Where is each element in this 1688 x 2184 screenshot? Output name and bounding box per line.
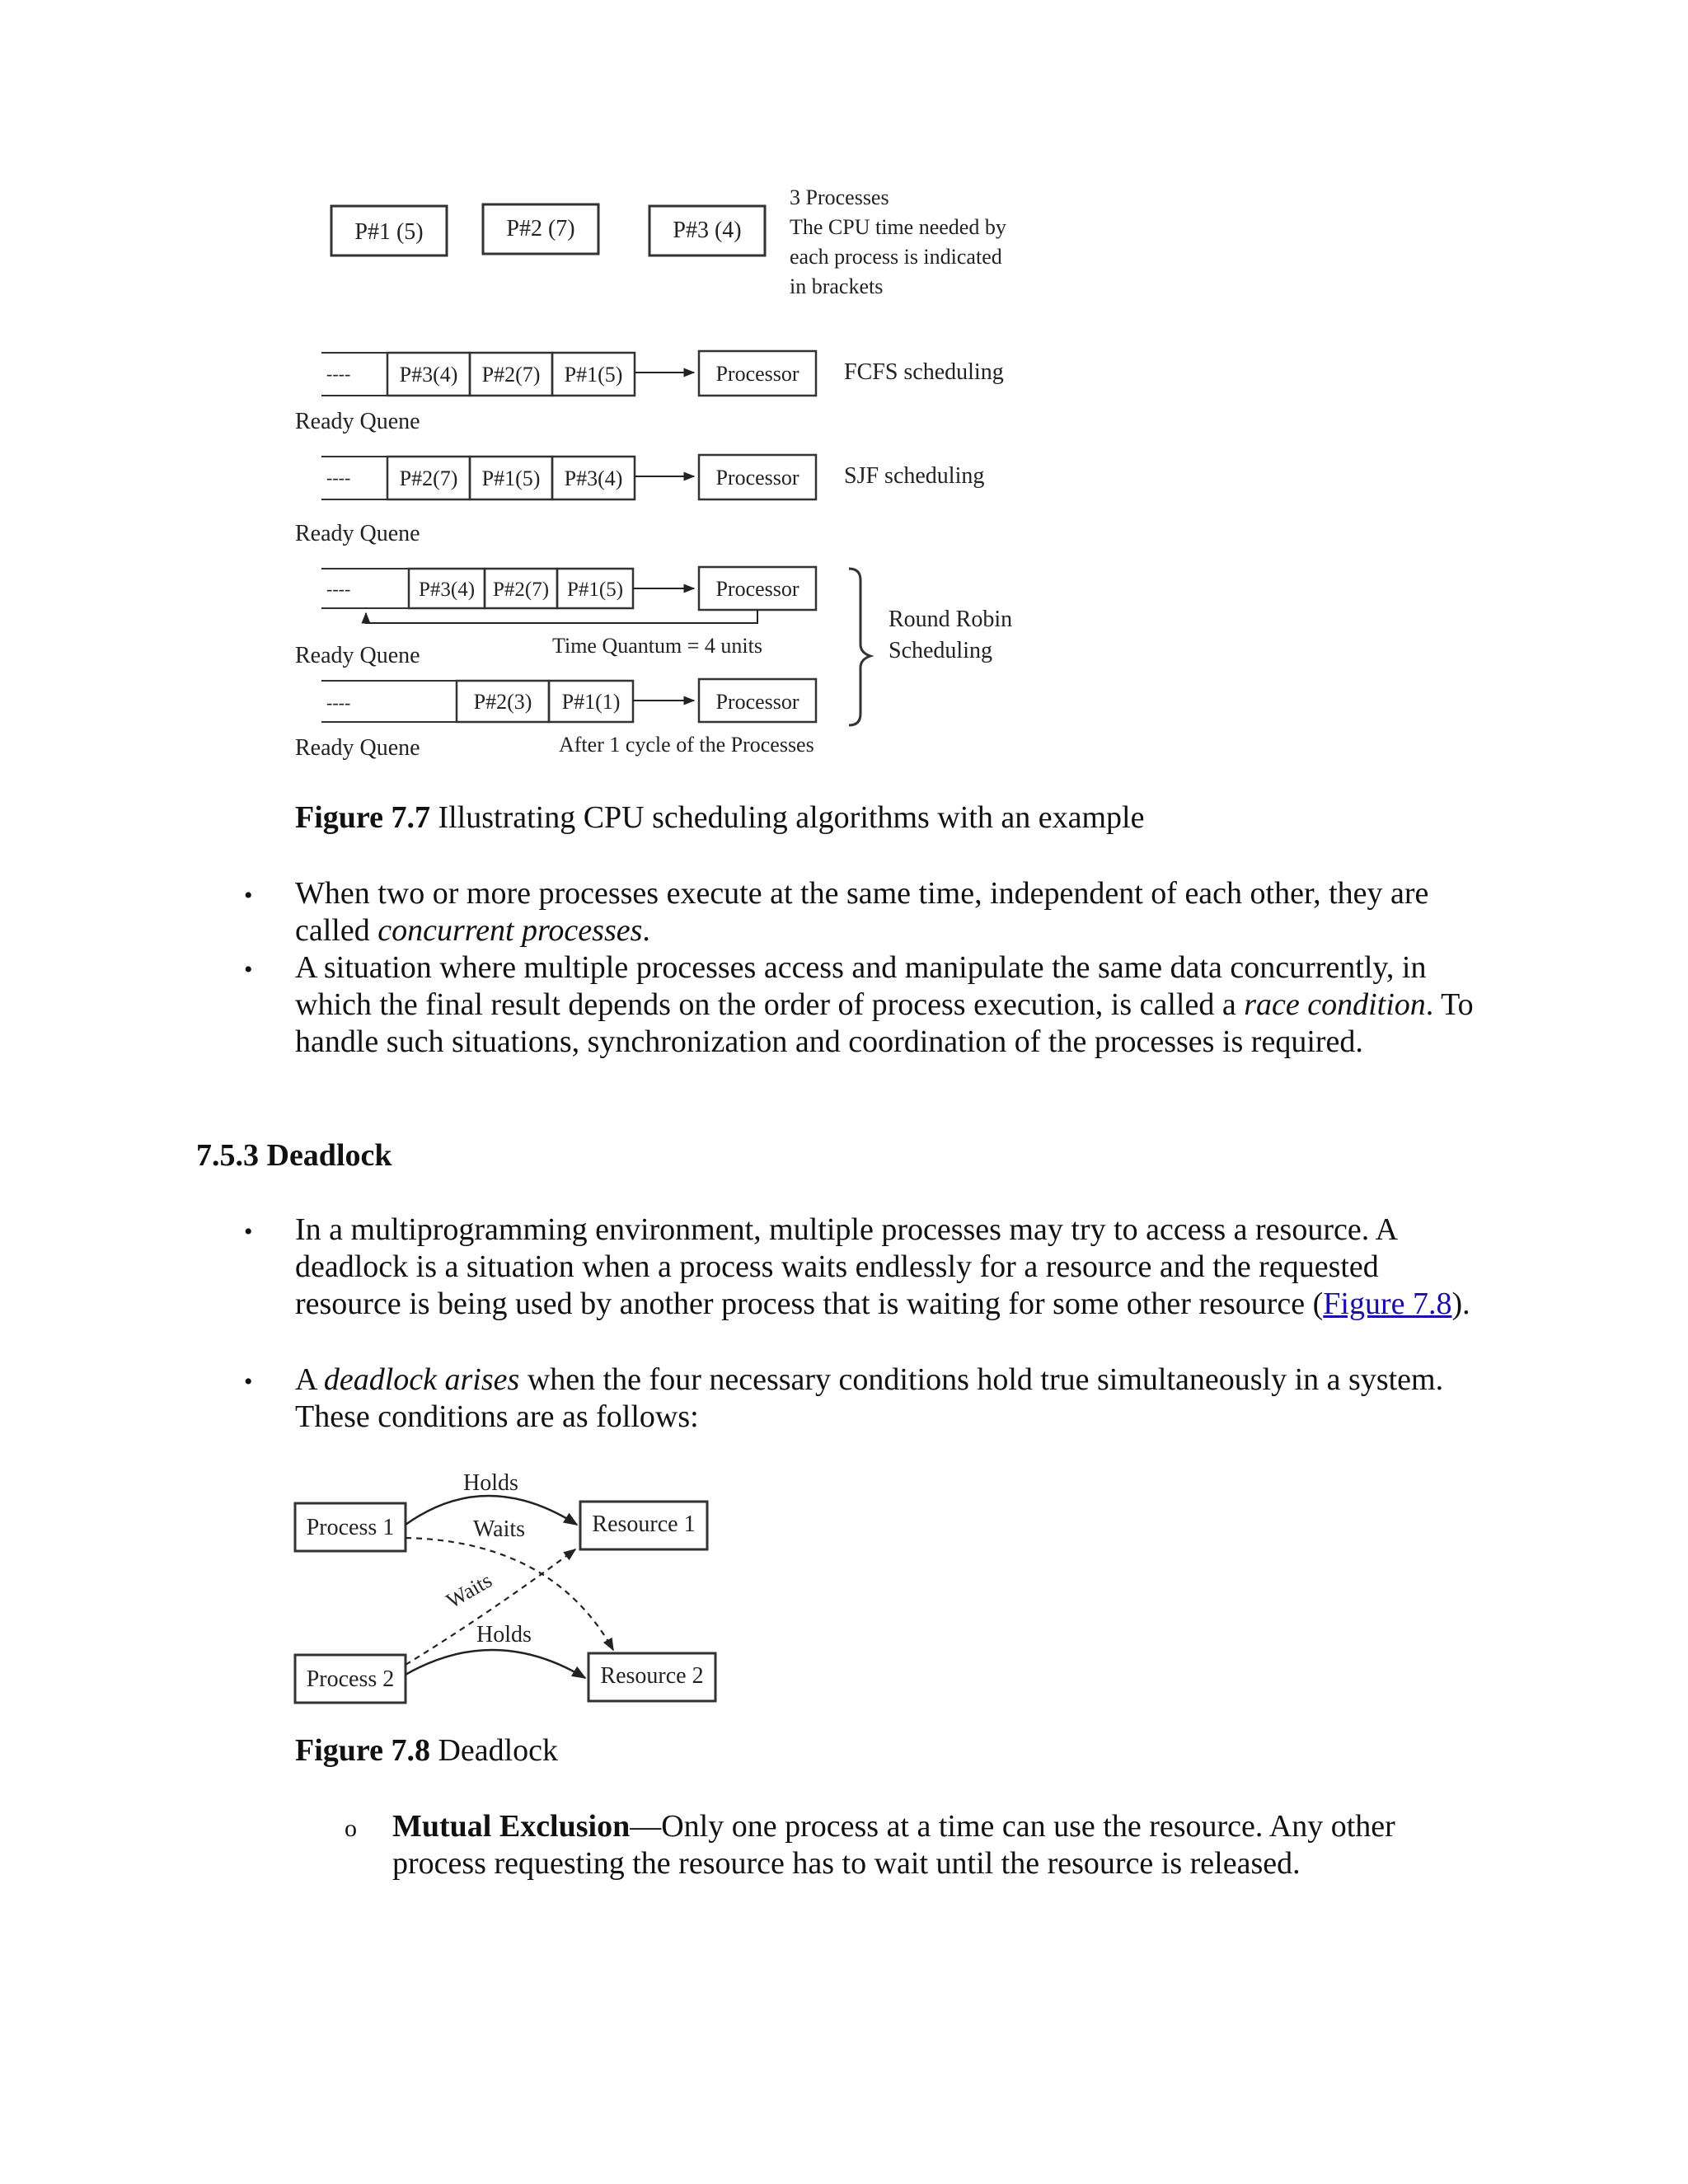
svg-text:P#2(3): P#2(3) bbox=[473, 690, 532, 714]
figure-7-8-link[interactable]: Figure 7.8 bbox=[1323, 1286, 1452, 1321]
bullet-deadlock-definition bbox=[295, 1212, 1474, 1323]
resource-1-box bbox=[580, 1502, 707, 1549]
condition-mutual-exclusion bbox=[392, 1808, 1480, 1882]
svg-text:Process 2: Process 2 bbox=[306, 1666, 395, 1692]
bullet-text-end: . To handle such situations, synchronization and coordination of the processes is required. bbox=[295, 987, 1474, 1059]
process-box-2 bbox=[483, 204, 598, 254]
bullet-race-condition bbox=[295, 949, 1474, 1061]
svg-text:SJF scheduling: SJF scheduling bbox=[844, 463, 985, 489]
bullet-deadlock-conditions bbox=[295, 1361, 1474, 1436]
svg-text:Ready Quene: Ready Quene bbox=[295, 521, 420, 546]
bullet-text: In a multiprogramming environment, multiple processes may try to access a resource. A deadlock is a situation when a process waits endlessly for a resource and the requested resource is being used by another process that is waiting for some other resource ( bbox=[295, 1212, 1396, 1321]
figure-7-8-diagram bbox=[280, 1459, 742, 1722]
bullet-glyph: • bbox=[244, 1218, 253, 1245]
svg-text:P#2(7): P#2(7) bbox=[399, 466, 458, 490]
bullet-text-end: ). bbox=[1451, 1286, 1470, 1321]
svg-text:----: ---- bbox=[326, 363, 351, 384]
rr-row-2 bbox=[295, 679, 816, 761]
svg-text:P#2(7): P#2(7) bbox=[492, 579, 550, 601]
svg-text:Time Quantum = 4 units: Time Quantum = 4 units bbox=[552, 634, 762, 658]
figure-7-7-diagram bbox=[280, 181, 1055, 775]
label-holds-1: Holds bbox=[463, 1470, 518, 1496]
svg-text:Scheduling: Scheduling bbox=[889, 638, 992, 663]
bullet-text-end: when the four necessary conditions hold true simultaneously in a system. These conditions are as follows: bbox=[295, 1362, 1444, 1434]
process-box-1 bbox=[331, 206, 447, 255]
bullet-glyph: • bbox=[244, 882, 253, 909]
sjf-row bbox=[295, 455, 984, 546]
svg-text:----: ---- bbox=[326, 579, 351, 599]
bullet-text: A bbox=[295, 1362, 324, 1397]
svg-text:Round Robin: Round Robin bbox=[889, 607, 1013, 632]
process-2-box bbox=[295, 1655, 406, 1703]
svg-text:Processor: Processor bbox=[715, 362, 799, 386]
svg-text:Ready Quene: Ready Quene bbox=[295, 409, 420, 434]
condition-text: —Only one process at a time can use the resource. Any other process requesting the resource has to wait until the resource is released. bbox=[392, 1809, 1395, 1881]
svg-text:After 1 cycle of the Processes: After 1 cycle of the Processes bbox=[559, 733, 814, 757]
section-heading: 7.5.3 Deadlock bbox=[196, 1138, 392, 1173]
svg-text:P#3(4): P#3(4) bbox=[399, 363, 458, 387]
svg-text:P#3 (4): P#3 (4) bbox=[673, 218, 742, 243]
rr-row-1 bbox=[295, 567, 816, 668]
bullet-text: When two or more processes execute at the same time, independent of each other, they are called bbox=[295, 876, 1429, 948]
caption-number: Figure 7.7 bbox=[295, 800, 430, 835]
svg-text:P#1(5): P#1(5) bbox=[566, 579, 624, 601]
arrow-p2-holds-r2 bbox=[406, 1650, 585, 1678]
svg-text:Processor: Processor bbox=[715, 466, 799, 490]
svg-text:P#1(5): P#1(5) bbox=[481, 466, 541, 490]
svg-text:Resource 1: Resource 1 bbox=[592, 1511, 696, 1537]
sub-bullet-glyph: o bbox=[345, 1815, 357, 1842]
svg-text:P#3(4): P#3(4) bbox=[564, 466, 623, 490]
bullet-emphasis: deadlock arises bbox=[323, 1362, 520, 1397]
caption-text: Illustrating CPU scheduling algorithms with an example bbox=[429, 800, 1145, 835]
bullet-text: A situation where multiple processes access and manipulate the same data concurrently, in which the final result depends on the order of process execution, is called a bbox=[295, 950, 1427, 1022]
svg-text:FCFS scheduling: FCFS scheduling bbox=[844, 359, 1004, 385]
svg-text:P#1(5): P#1(5) bbox=[564, 363, 623, 387]
svg-text:P#1(1): P#1(1) bbox=[561, 690, 621, 714]
bullet-concurrent-processes bbox=[295, 875, 1474, 949]
resource-2-box bbox=[588, 1653, 715, 1701]
label-waits-2: Waits bbox=[442, 1568, 496, 1614]
label-waits-1: Waits bbox=[473, 1516, 526, 1542]
svg-text:P#2 (7): P#2 (7) bbox=[506, 216, 575, 241]
figure-7-8-caption bbox=[295, 1732, 558, 1769]
process-box-3 bbox=[649, 206, 765, 255]
svg-text:Processor: Processor bbox=[715, 577, 799, 601]
process-note bbox=[790, 185, 1006, 298]
svg-text:Ready Quene: Ready Quene bbox=[295, 735, 420, 761]
svg-text:The CPU time needed by: The CPU time needed by bbox=[790, 215, 1006, 239]
svg-text:----: ---- bbox=[326, 467, 351, 488]
caption-text: Deadlock bbox=[429, 1733, 559, 1768]
svg-text:----: ---- bbox=[326, 692, 351, 713]
svg-text:P#2(7): P#2(7) bbox=[481, 363, 541, 387]
svg-text:P#3(4): P#3(4) bbox=[418, 579, 476, 601]
bullet-glyph: • bbox=[244, 956, 253, 983]
svg-text:each process is indicated: each process is indicated bbox=[790, 245, 1002, 269]
bullet-emphasis: concurrent processes bbox=[377, 913, 643, 948]
round-robin-brace bbox=[849, 569, 1012, 725]
svg-text:P#1 (5): P#1 (5) bbox=[354, 219, 424, 245]
condition-term: Mutual Exclusion bbox=[392, 1809, 631, 1844]
bullet-glyph: • bbox=[244, 1368, 253, 1395]
caption-number: Figure 7.8 bbox=[295, 1733, 430, 1768]
bullet-emphasis: race condition bbox=[1244, 987, 1426, 1022]
figure-7-7-caption bbox=[295, 799, 1144, 836]
svg-text:3 Processes: 3 Processes bbox=[790, 185, 889, 209]
arrow-p2-waits-r1 bbox=[406, 1549, 575, 1665]
bullet-text-end: . bbox=[642, 913, 650, 948]
fcfs-row bbox=[295, 351, 1004, 434]
svg-text:in brackets: in brackets bbox=[790, 274, 884, 298]
svg-text:Processor: Processor bbox=[715, 690, 799, 714]
svg-text:Resource 2: Resource 2 bbox=[600, 1663, 704, 1689]
svg-text:Ready Quene: Ready Quene bbox=[295, 643, 420, 668]
process-1-box bbox=[295, 1503, 406, 1551]
label-holds-2: Holds bbox=[476, 1622, 532, 1647]
svg-text:Process 1: Process 1 bbox=[306, 1515, 395, 1540]
